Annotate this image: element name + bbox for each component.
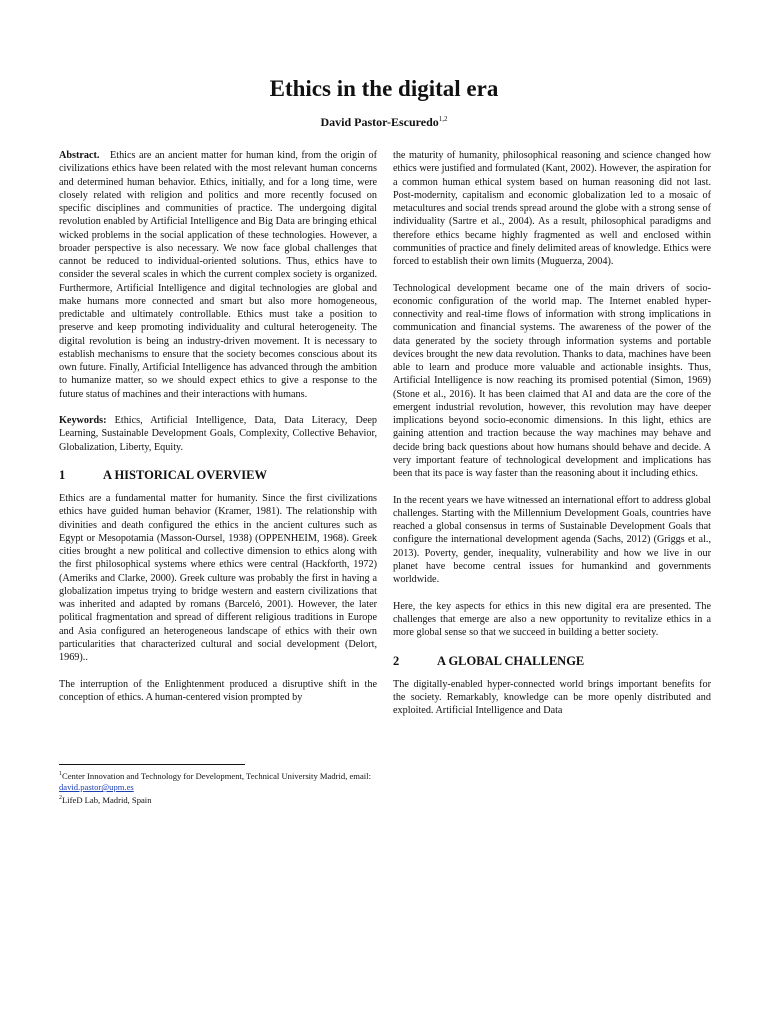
footnote-2-text: LifeD Lab, Madrid, Spain <box>62 795 152 806</box>
section-1-paragraph-1: Ethics are a fundamental matter for humanity. Since the first civilizations ethics have guided human behavior (Kramer, 1981). The relationship with divinities and death configured the ethics in the ancient cultures such as Egypt or Mesopotamia (Masson-Oursel, 1938) (OPPENHEIM, 1968). Greek cities brought a new political and collective dimension to ethics along with the first philosophical systems where ethics were central (Hackforth, 1972) (Ameriks and Clarke, 2000). Greek culture was probably the first in having a globalization impetus trying to bridge western and eastern civilizations that was inherited and adapted by romans (Barceló, 2001). However, the later political fragmentation and spread of different religious traditions in Europe and Asia configured an heterogeneous landscape of ethics with their own particularities that characterized cultural and social development (Delort, 1969).. <box>59 493 377 663</box>
author-name: David Pastor-Escuredo <box>320 115 439 129</box>
section-1-heading <box>59 467 377 483</box>
abstract-label: Abstract. <box>59 150 100 161</box>
section-1-title: A HISTORICAL OVERVIEW <box>103 468 267 482</box>
footnote-1-mark: 1 <box>59 771 62 777</box>
right-column <box>393 149 711 731</box>
section-1-number: 1 <box>59 468 66 482</box>
author-line <box>0 115 768 130</box>
author-affiliation-marks: 1,2 <box>438 115 448 123</box>
footnote-1-text: Center Innovation and Technology for Development, Technical University Madrid, email: <box>62 770 371 781</box>
footnote-divider <box>59 764 245 765</box>
abstract-text: Ethics are an ancient matter for human kind, from the origin of civilizations ethics have been related with the most relevant human concerns and determined human behavior. Ethics, initially, and for a long time, were closely related with religion and politics and more recently focused on specific disciplines and communities of practice. The undergoing digital revolution enabled by Artificial Intelligence and Big Data are bringing ethical wicked problems in the social application of these technologies. However, a broader perspective is also necessary. We now face global challenges that cannot be reduced to individual-oriented solutions. Thus, ethics have to consider the several scales in which the current complex society is organized. Furthermore, Artificial Intelligence and digital technologies are global and make humans more connected and smart but also more homogeneous, predictable and ultimately controllable. Ethics must take a position to preserve and keep promoting individuality and cultural heterogeneity. The digital revolution is being an industry-driven movement. It is necessary to establish mechanisms to ensure that the society becomes conscious about its own future. Finally, Artificial Intelligence has advanced through the ambition to humanize matter, so we should expect ethics to give a response to the future status of machines and their interactions with humans. <box>59 150 377 400</box>
left-column <box>59 149 377 717</box>
right-paragraph-2: Technological development became one of the main drivers of socio-economic configuration of the world map. The Internet enabled hyper-connectivity and real-time flows of information with strong implications in communication and financial systems. The awareness of the power of the data generated by the society through information systems and portable devices brought the new data revolution. Thanks to data, machines have been able to learn and produce more valuable and actionable insights. Thus, Artificial Intelligence is now reaching its promised potential (Simon, 1969) (Stone et al., 2016). It has been claimed that AI and data are the core of the emergent industrial revolution, however, this revolution may have deeper implications beyond socio-economic dimensions. In this light, ethics are gaining attention and traction because the way machines may behave and decide bring back questions about how humans should behave and decide. A very important feature of technological development and implications has been that its pace is way faster than the reasoning about it including ethics. <box>393 282 711 479</box>
paper-title: Ethics in the digital era <box>269 76 499 101</box>
section-2-title: A GLOBAL CHALLENGE <box>437 653 585 668</box>
section-2-heading <box>393 653 711 669</box>
right-paragraph-1: the maturity of humanity, philosophical reasoning and science changed how ethics were justified and formulated (Kant, 2002). However, the aspiration for a common human ethical system based on human reasoning did not last. Post-modernity, capitalism and economic globalization led to a mosaic of metacultures and social trends spread around the globe with a strong sense of individuality (Sartre et al., 2004). As a result, philosophical paradigms and therefore ethics became highly fragmented as well and enclosed within communities of practice and finely delimited areas of knowledge. Ethics were forced to establish their own limits (Muguerza, 2004). <box>393 150 711 267</box>
footnote-email-link[interactable]: david.pastor@upm.es <box>59 782 134 793</box>
keywords-text: Ethics, Artificial Intelligence, Data, Data Literacy, Deep Learning, Sustainable Development Goals, Complexity, Collective Behavior, Globalization, Liberty, Equity. <box>59 415 377 453</box>
footnote-2 <box>59 793 379 806</box>
footnote-1 <box>59 769 379 793</box>
section-2-number: 2 <box>393 653 400 668</box>
section-2-paragraph-1: The digitally-enabled hyper-connected world brings important benefits for the society. Remarkably, knowledge can be more openly distributed and exploited. Artificial Intelligence and Data <box>393 678 711 716</box>
abstract-paragraph <box>59 149 377 401</box>
keywords-label: Keywords: <box>59 415 107 426</box>
footnote-2-mark: 2 <box>59 795 62 802</box>
section-1-paragraph-2: The interruption of the Enlightenment produced a disruptive shift in the conception of ethics. A human-centered vision prompted by <box>59 678 377 703</box>
footnotes <box>59 769 379 806</box>
right-paragraph-3: In the recent years we have witnessed an international effort to address global challenges. Starting with the Millennium Development Goals, countries have reached a global consensus in terms of Sustainable Development Goals that configure the international development agenda (Sachs, 2012) (Griggs et al., 2013). Poverty, gender, inequality, vulnerability and how we live in our planet have become central issues for humankind and governments worldwide. <box>393 494 711 585</box>
keywords-paragraph <box>59 414 377 454</box>
right-paragraph-4: Here, the key aspects for ethics in this new digital era are presented. The challenges that emerge are also a new opportunity to revitalize ethics in a more global sense so that we succeed in building a better society. <box>393 600 711 638</box>
